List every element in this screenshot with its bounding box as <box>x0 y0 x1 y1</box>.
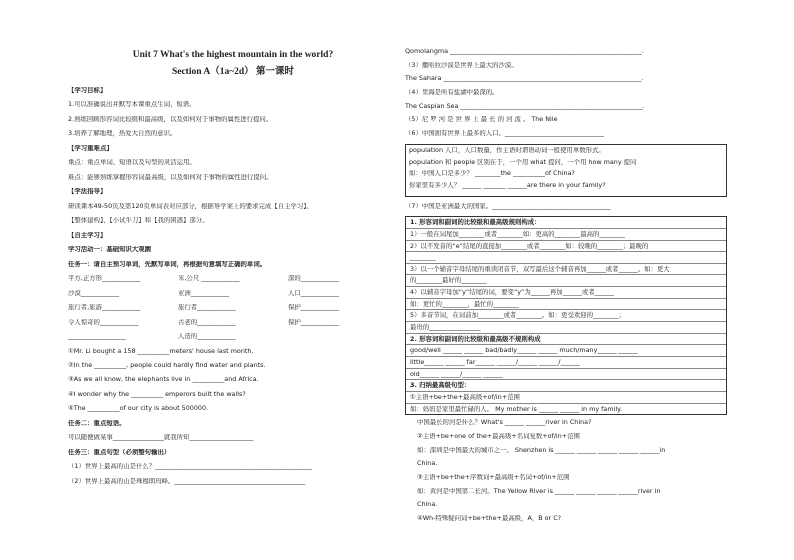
translation-line: The Caspian Sea _________________________________________________________. <box>405 102 645 110</box>
intro-block <box>68 87 398 269</box>
pattern-line: ④Wh-特殊疑问词+be+the+最高级，A，B or C? <box>417 514 562 522</box>
intro-line: 【学法指导】 <box>68 188 107 196</box>
vocab-item: 沙漠____________ <box>68 289 120 297</box>
intro-line: 3.培养了解地理，热爱大自然的意识。 <box>68 130 177 138</box>
intro-line: 【学习重难点】 <box>68 144 113 152</box>
intro-line: 2.熟练回顾形容词比较级和最高级，以及如何对于事物的属性进行提问。 <box>68 115 273 123</box>
intro-line: 研读课本49-50页及第120页单词表对应部分，根据导学案上的要求完成【自主学习】、 <box>68 202 313 210</box>
fill-in-sentence: ②In the __________, people could hardly find water and plants. <box>68 361 266 369</box>
grammar-row: old______ ______/______ ______ <box>406 369 726 381</box>
vocab-item: 深的____________ <box>288 275 340 283</box>
grammar-row: 最贵的________________ <box>406 322 726 334</box>
unit-title: Unit 7 What's the highest mountain in the world? <box>132 50 334 60</box>
vocab-item: 令人惊奇的____________ <box>68 318 139 326</box>
vocab-item: 旅行者____________ <box>178 304 236 312</box>
grammar-row: 3. 归纳最高级句型： <box>406 380 726 392</box>
vocab-item: 平方,正方形____________ <box>68 275 141 283</box>
grammar-row: 1. 形容词和副词的比较级和最高级规则构成： <box>406 217 726 229</box>
note-line: 你家里有多少人？ ______ _______ ______are there in your family? <box>409 181 606 189</box>
population-note-box <box>405 144 727 197</box>
vocab-item: 人口____________ <box>288 289 340 297</box>
task3-question-1: （1）世界上最高的山是什么？_________________________________________________ <box>68 463 312 471</box>
grammar-row: good/well ______ ______ bad/badly______ ______ much/many______ ______ <box>406 345 726 357</box>
vocab-item <box>288 333 398 341</box>
section-subtitle: Section A（1a~2d） 第一课时 <box>171 67 295 78</box>
intro-line: 【自主学习】 <box>68 231 107 239</box>
vocab-item: 人造的____________ <box>178 333 236 341</box>
intro-line: 任务一：请自主预习单词，先默写单词，再根据句意填写正确的单词。 <box>68 260 267 268</box>
pattern-line: 中国最长的河是什么？What's ______ ______river in China? <box>417 419 592 427</box>
vocab-item: 保护____________ <box>288 318 340 326</box>
grammar-row: 4）以辅音字母加“y”结尾的词，要变“y”为______再加______或者______ <box>406 287 726 299</box>
vocab-item: 亚洲____________ <box>178 289 230 297</box>
grammar-row: 2. 形容词和副词的比较级和最高级不规则构成 <box>406 334 726 346</box>
intro-line: 重点：重点单词、短语以及句型的灵活运用。 <box>68 159 196 167</box>
grammar-table <box>405 216 727 415</box>
question-7: （7）中国是亚洲最大的国家。_____________________________________ <box>405 202 611 210</box>
intro-line: 【整体建构】、【小试牛刀】和【我的困惑】部分。 <box>68 217 209 225</box>
grammar-row: 5）多音节词，在词前加________或者________。如：更受欢迎的________； <box>406 310 726 322</box>
note-line: population 和 people 区别在于，一个用 what 提问，一个用 how many 提问 <box>409 158 637 166</box>
translation-line: （3）撒哈拉沙漠是世界上最大的沙漠。 <box>405 61 518 69</box>
fill-in-sentence: ③As we all know, the elephants live in __________and Africa. <box>68 376 259 384</box>
grammar-row: 1）一般在词尾加________或者________如：更高的________最高的________ <box>406 229 726 241</box>
translation-line: Qomolangma ____________________________________________________________. <box>405 48 644 55</box>
grammar-row: 如：妈妈是家里最忙碌的人。 My mother is ______ ______ in my family. <box>410 404 622 413</box>
intro-line: 【学习目标】 <box>68 86 107 94</box>
translation-line: The Sahara ______________________________________________________________. <box>405 75 644 83</box>
fill-in-sentence: ①Mr. Li bought a 158 __________meters' house last month. <box>68 347 254 355</box>
vocab-item: 米,公尺 ____________ <box>178 275 240 283</box>
translation-line: （5）尼 罗 河 是 世 界 上 最 长 的 河 流 。 The Nile <box>405 116 558 124</box>
intro-line: 1.可以准确说出并默写本课重点生词、短语。 <box>68 101 196 109</box>
task2-title: 任务二：重点短语。 <box>68 419 126 427</box>
question-6: （6）中国拥有世界上最多的人口。_______________________________ <box>405 130 604 138</box>
fill-in-sentence: ④I wonder why the __________ emperors built the walls? <box>68 390 246 398</box>
pattern-line: China. <box>417 460 438 468</box>
fill-in-sentences <box>68 348 398 414</box>
vocab-item: __________________ <box>68 333 126 341</box>
grammar-row: 如：更忙的________，最忙的________ <box>406 299 726 311</box>
vocab-item: 旅行者,旅游____________ <box>68 304 141 312</box>
grammar-row: little______ ______ far______ ______/______ ______/______ <box>406 357 726 369</box>
grammar-row: 2）以不发音的“e”结尾的直接加________或者________如：较晚的________；最晚的 <box>406 241 726 253</box>
pattern-line: ③主语+be+the+序数词+最高级+名词+of/in+范围 <box>417 473 570 481</box>
intro-line: 难点：能够熟练掌握形容词最高级，以及如何对于事物的属性进行提问。 <box>68 173 273 181</box>
grammar-row: ①主语+be+the+最高级+of/in+范围 <box>406 392 726 404</box>
vocab-item: 保护____________ <box>288 304 340 312</box>
note-line: population 人口，人口数量，作主语时谓语动词一般使用单数形式。 <box>409 146 605 154</box>
task2-phrases: 可以随便做某事________________就我所知____________________ <box>68 434 254 442</box>
vocab-grid <box>68 275 398 341</box>
pattern-line: 如：深圳是中国最大的城市之一。 Shenzhen is ______ ______ ______ ______ ______in <box>417 446 666 454</box>
intro-line: 学习活动一：基础知识大观園 <box>68 246 152 254</box>
note-line: 如：中国人口是多少？ ________the __________of China? <box>409 170 575 178</box>
pattern-line: 如：黄河是中国第二长河。The Yellow River is ______ ______ ______ ______river in <box>417 487 661 495</box>
task3-title: 任务三：重点句型（必须整句输出） <box>68 448 171 456</box>
task3-question-2: （2）世界上最高的山是珠穆朗玛峰。_________________________________________ <box>68 477 306 485</box>
grammar-row: 的________最好的________ <box>406 275 726 287</box>
right-column <box>405 48 727 529</box>
grammar-row: 3）以一个辅音字母结尾的重读闭音节，双写最后这个辅音再加______或者______。如：更大 <box>406 264 726 276</box>
translation-lines <box>405 48 727 124</box>
pattern-line: China. <box>417 501 438 509</box>
translation-line: （4）里海是所有盐湖中最深的。 <box>405 89 499 97</box>
left-column <box>68 50 398 492</box>
fill-in-sentence: ⑤The __________of our city is about 500000. <box>68 405 209 413</box>
superlative-patterns <box>405 419 727 523</box>
pattern-line: ②主语+be+one of the+最高级+名词复数+of/in+范围 <box>417 432 580 440</box>
grammar-row: ________ <box>406 252 726 264</box>
vocab-item: 古老的____________ <box>178 318 236 326</box>
